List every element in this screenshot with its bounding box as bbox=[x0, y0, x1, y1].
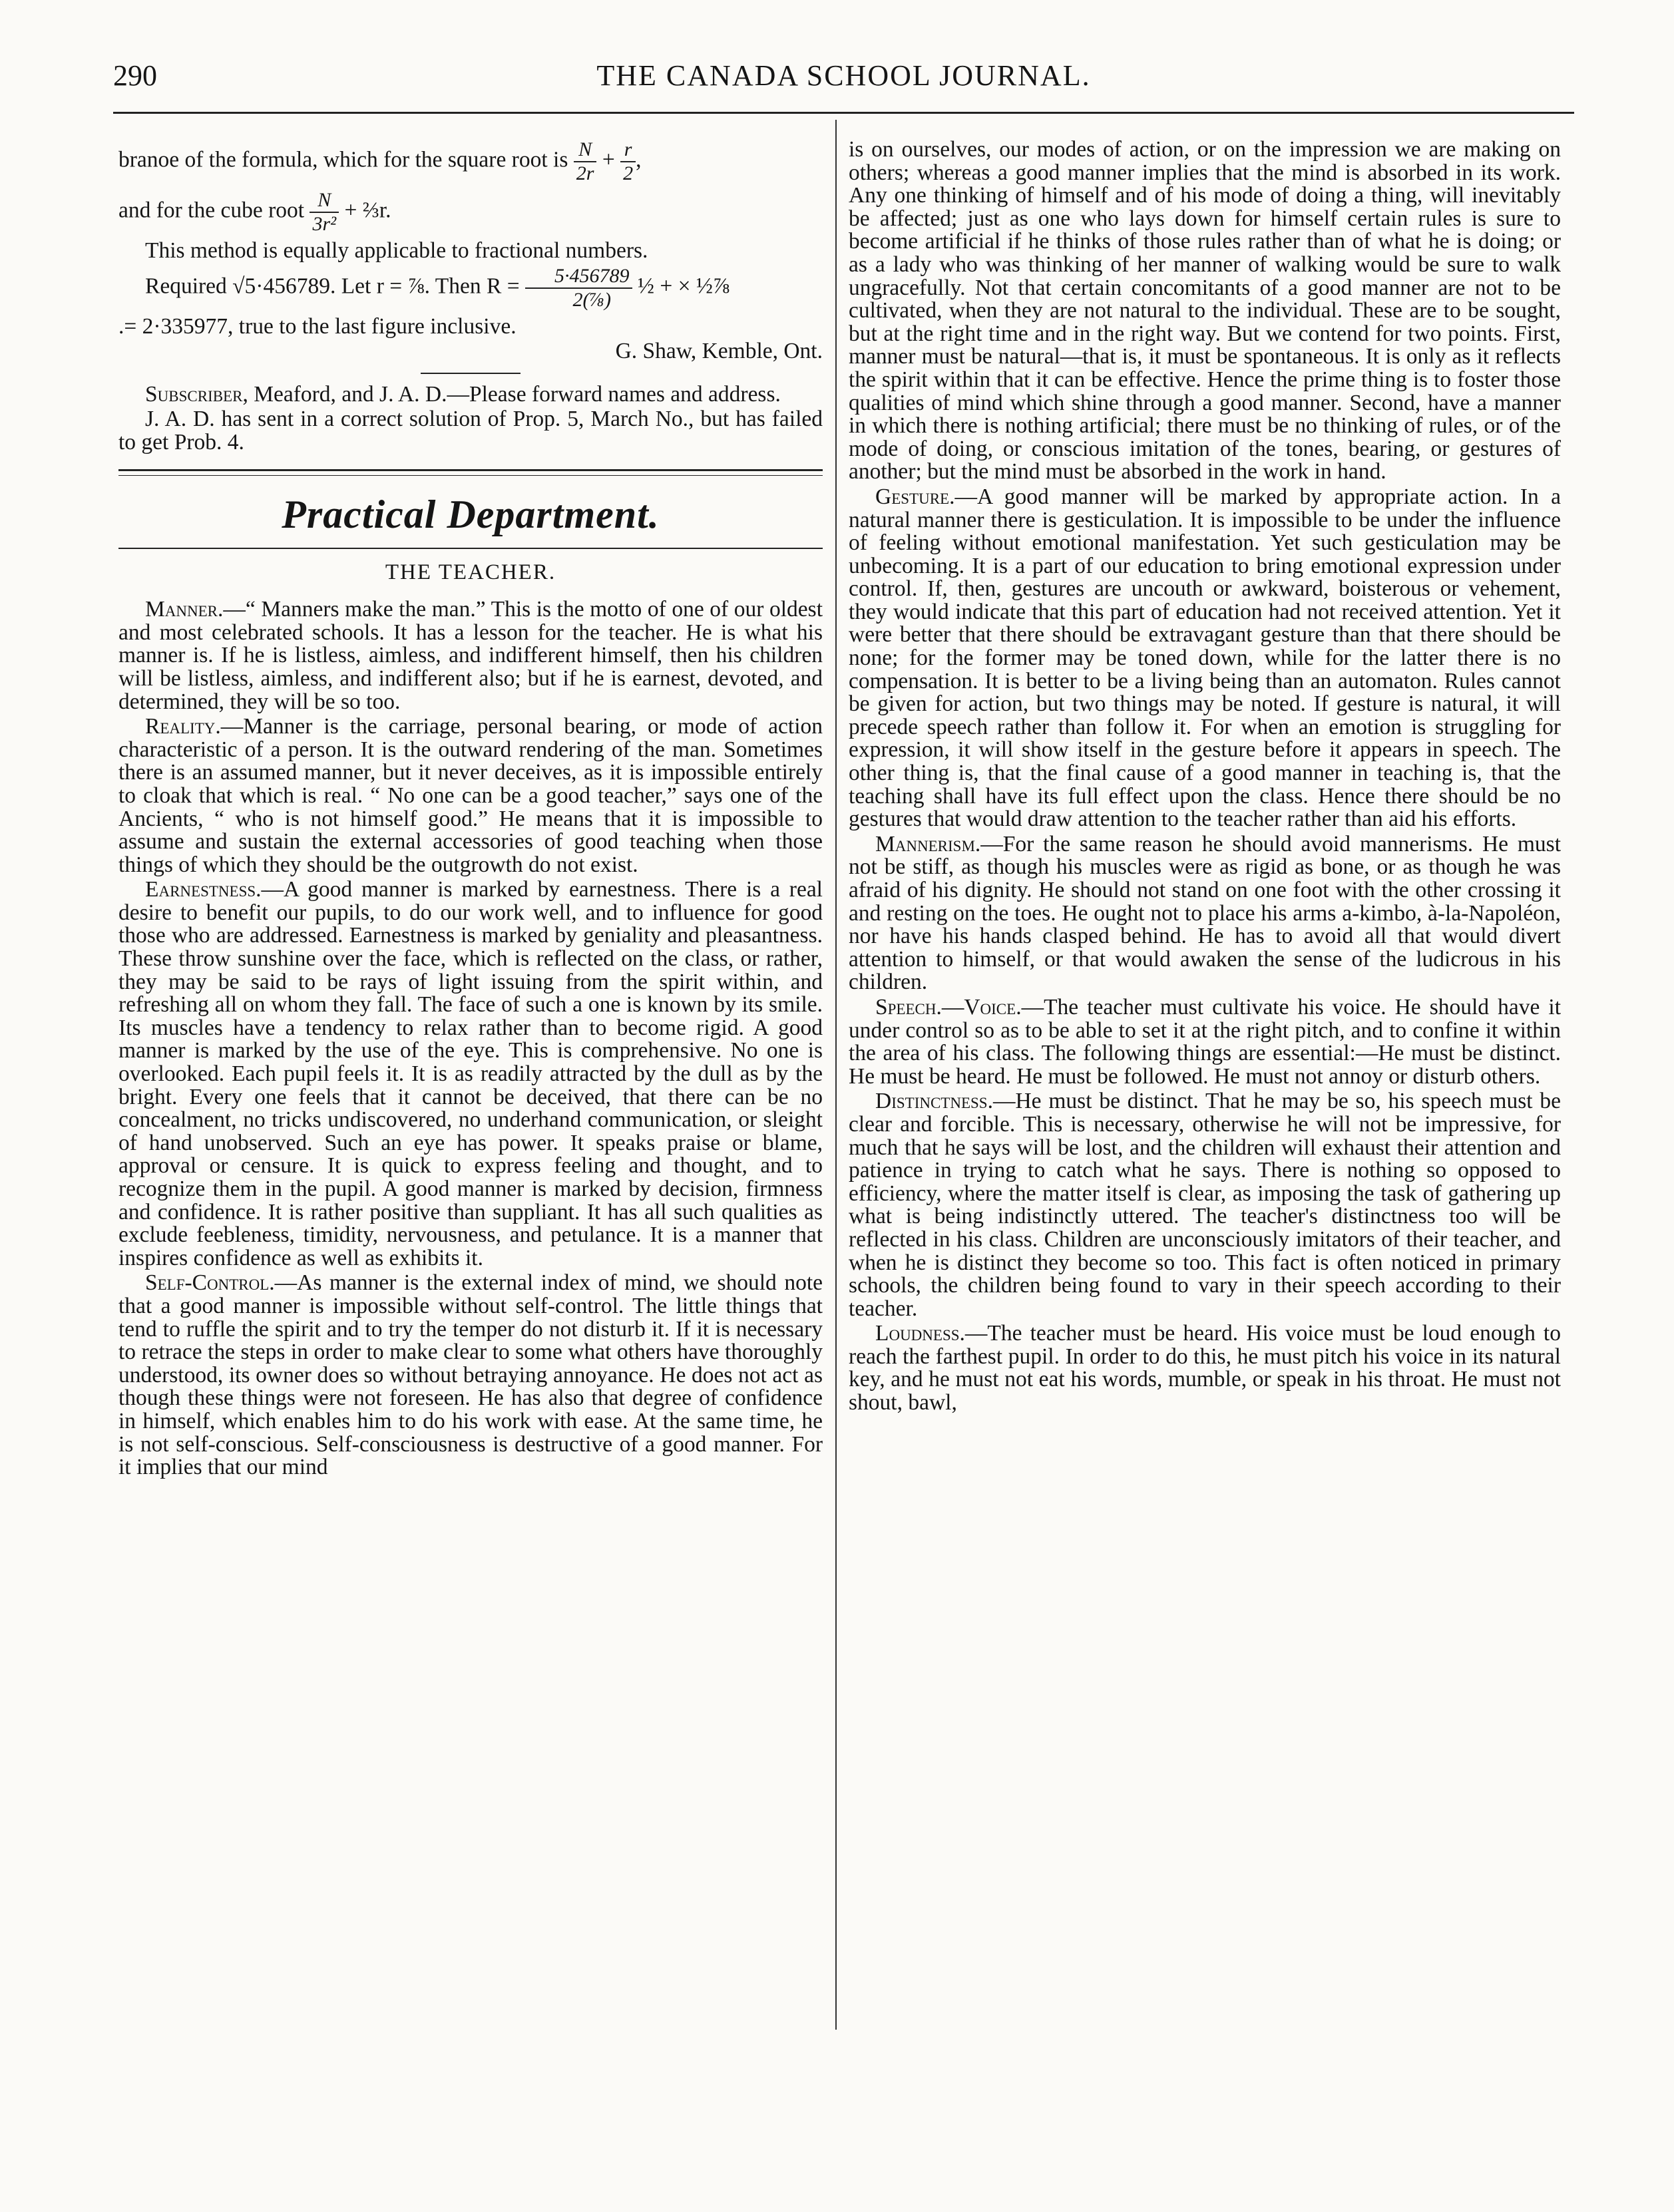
fraction-denominator: 2(⅞) bbox=[572, 288, 611, 311]
page-header bbox=[113, 55, 1574, 94]
formula-line-1 bbox=[118, 138, 823, 185]
formula-text: ½ + × ½⅞ bbox=[637, 274, 730, 299]
paragraph-continued bbox=[849, 138, 1561, 484]
journal-title: THE CANADA SCHOOL JOURNAL. bbox=[596, 59, 1091, 92]
column-divider bbox=[835, 120, 837, 2030]
paragraph-head: Earnestness. bbox=[145, 877, 262, 902]
fraction bbox=[310, 189, 339, 236]
formula-text: and for the cube root bbox=[118, 198, 305, 223]
formula-line-2 bbox=[118, 189, 823, 236]
paragraph-text: —A good manner is marked by earnestness. There is a real desire to benefit our pupils, to do our work well, and to influence for good those who are addressed. Earnestness is marked by geniality and pleasantness. These throw sunshine over the face, which is reflected on the class, or rather, they may be said to be rays of light issuing from the spirit within, and refreshing all on whom they fall. The face of such a one is known by its smile. Its muscles have a tendency to relax rather than to become rigid. A good manner is marked by the use of the eye. This is comprehensive. No one is overlooked. Each pupil feels it. It is as readily attracted by the dull as by the bright. Every one feels that it cannot be deceived, that there can be no concealment, no tricks undiscovered, no underhand communication, or sleight of hand unobserved. Such an eye has power. It speaks praise or blame, approval or censure. It is quick to express feeling and thought, and to recognize them in the pupil. A good manner is marked by decision, firmness and confidence. It is rather positive than suppliant. It has all such qualities as exclude feebleness, timidity, nervousness, and petulance. It is a manner that inspires confidence as well as exhibits it. bbox=[118, 877, 823, 1270]
fraction bbox=[525, 265, 632, 311]
paragraph-earnestness bbox=[118, 878, 823, 1270]
section-title-rule bbox=[118, 548, 823, 549]
paragraph-mannerism bbox=[849, 833, 1561, 994]
formula-line-3 bbox=[118, 265, 823, 311]
plus-sign: + bbox=[602, 147, 615, 172]
formula-text: branoe of the formula, which for the square root is bbox=[118, 147, 568, 172]
paragraph-gesture bbox=[849, 486, 1561, 831]
paragraph-head: Reality. bbox=[145, 714, 221, 739]
paragraph-loudness bbox=[849, 1322, 1561, 1414]
fraction-numerator: r bbox=[620, 138, 636, 162]
paragraph-distinctness bbox=[849, 1090, 1561, 1320]
paragraph-text: —He must be distinct. That he may be so, his speech must be clear and forcible. This is necessary, otherwise he will not be impressive, for much that he says will be lost, and the children will exhaust their attention and patience in trying to catch what he says. There is nothing so opposed to efficiency, where the matter itself is clear, as imposing the task of gathering up what is being indistinctly uttered. The teacher's distinctness too will be reflected in his class. Children are unconsciously imitators of their teacher, and when he is distinct they become so too. This fact is often noticed in primary schools, the children being found to vary in their speech according to their teacher. bbox=[849, 1089, 1561, 1321]
paragraph-text: —For the same reason he should avoid mannerisms. He must not be stiff, as though his muscles were as rigid as bone, or as though he was afraid of his dignity. He should not stand on one foot with the other crossing it and resting on the toes. He ought not to place his arms a-kimbo, à-la-Napoléon, nor have his hands clasped behind. He has to avoid all that would divert attention to himself, or that would awaken the sense of the ludicrous in his children. bbox=[849, 831, 1561, 995]
paragraph-reality bbox=[118, 715, 823, 876]
paragraph: .= 2·335977, true to the last figure inclusive. bbox=[118, 313, 517, 339]
fraction bbox=[574, 138, 597, 185]
paragraph-head: Distinctness. bbox=[875, 1089, 993, 1114]
fraction bbox=[620, 138, 636, 185]
paragraph-text: —The teacher must be heard. His voice must be loud enough to reach the farthest pupil. In order to do this, he must pitch his voice in its natural key, and he must not eat his words, mumble, or speak in his throat. He must not shout, bawl, bbox=[849, 1321, 1561, 1415]
fraction-denominator: 3r² bbox=[312, 213, 337, 235]
left-column bbox=[118, 138, 823, 1481]
paragraph-text: —Manner is the carriage, personal bearing, or mode of action characteristic of a person. It is the outward rendering of the man. Sometimes there is an assumed manner, but it never deceives, as it is impossible entirely to cloak that which is real. “ No one can be a good teacher,” says one of the Ancients, “ who is not himself good.” He means that it is impossible to assume and sustain the external accessories of good teaching when those things of which they should be the outgrowth do not exist. bbox=[118, 714, 823, 877]
formula-text: Required √5·456789. Let r = ⅞. Then R = bbox=[145, 274, 520, 299]
paragraph-text: —“ Manners make the man.” This is the motto of one of our oldest and most celebrated schools. It has a lesson for the teacher. He is what his manner is. If he is listless, aimless, and indifferent himself, then his children will be listless, aimless, and indifferent also; but if he is earnest, devoted, and determined, they will be so too. bbox=[118, 597, 823, 714]
paragraph-text: —A good manner will be marked by appropriate action. In a natural manner there is gesticulation. It is impossible to be under the influence of feeling without emotional manifestation. Yet such gesticulation may be unbecoming. It is a part of our education to bring emotional expression under control. If, then, gestures are uncouth or awkward, boisterous or vehement, they would indicate that this part of education had not received attention. Yet it were better that there should be extravagant gesture than that there should be none; for the former may be toned down, while for the latter there is no compensation. It is better to be a living being than an automaton. Rules cannot be given for action, but two things may be noted. If gesture is natural, it will precede speech rather than follow it. For when an emotion is struggling for expression, it will show itself in the gesture before it appears in speech. The other thing is, that the final cause of a good manner in teaching is, that the teaching shall have its full effect upon the class. Hence there should be no gestures that would draw attention to the teacher rather than aid his efforts. bbox=[849, 484, 1561, 832]
paragraph-head: Speech.—Voice. bbox=[875, 994, 1022, 1019]
paragraph-head: Mannerism. bbox=[875, 831, 981, 856]
paragraph-self-control bbox=[118, 1272, 823, 1479]
paragraph-head: Self-Control. bbox=[145, 1270, 275, 1296]
paragraph-text: is on ourselves, our modes of action, or on the impression we are making on others; whereas a good manner implies that the mind is absorbed in its work. Any one thinking of himself and of his mode of doing a thing, will inevitably be affected; just as one who lays down for himself certain rules is sure to become artificial if he thinks of those rules rather than of what he is doing; or as a lady who was thinking of her manner of walking would be sure to walk ungracefully. Not that certain concomitants of a good manner are not to be cultivated, when they are not natural to the individual. These are to be sought, but at the right time and in the right way. But we contend for two points. First, manner must be natural—that is, it must be spontaneous. It is only as it reflects the spirit within that it can be effective. Hence the prime thing is to foster those qualities of mind which shine through a good manner. Second, have a manner in which there is nothing artificial; there must be no thinking of rules, or of the mode of doing, or conscious imitation of the tones, bearing, or gestures of another; but the mind must be absorbed in the work in hand. bbox=[849, 137, 1561, 484]
paragraph-head: Gesture. bbox=[875, 484, 955, 509]
short-rule bbox=[421, 373, 521, 374]
fraction-numerator: N bbox=[310, 189, 339, 213]
page-number: 290 bbox=[113, 59, 157, 92]
paragraph-head: Loudness. bbox=[875, 1321, 965, 1346]
article-title: THE TEACHER. bbox=[385, 560, 556, 584]
signature: G. Shaw, Kemble, Ont. bbox=[615, 339, 823, 364]
paragraph-text: —The teacher must cultivate his voice. He should have it under control so as to be able to set it at the right pitch, and to confine it within the area of his class. The following things are essential:—He must be distinct. He must be heard. He must be followed. He must not annoy or disturb others. bbox=[849, 994, 1561, 1089]
notice-1 bbox=[118, 383, 823, 407]
notice-text: Meaford, and J. A. D.—Please forward names and address. bbox=[254, 381, 781, 407]
paragraph-text: —As manner is the external index of mind, we should note that a good manner is impossible without self-control. The little things that tend to ruffle the spirit and to try the temper do not disturb it. If it is necessary to retrace the steps in order to make clear to some what others have thoroughly understood, its owner does so without betraying annoyance. He does not act as though these things were not foreseen. He has also that degree of confidence in himself, which enables him to do his work with ease. At the same time, he is not self-conscious. Self-consciousness is destructive of a good manner. For it implies that our mind bbox=[118, 1270, 823, 1480]
fraction-denominator: 2r bbox=[576, 162, 594, 184]
formula-text: + ⅔r. bbox=[344, 198, 391, 223]
notice-2: J. A. D. has sent in a correct solution of Prop. 5, March No., but has failed to get Prob. 4. bbox=[118, 407, 823, 455]
paragraph-speech-voice bbox=[849, 996, 1561, 1088]
fraction-numerator: N bbox=[574, 138, 597, 162]
formula-text: , bbox=[636, 147, 642, 172]
fraction-numerator: 5·456789 bbox=[525, 265, 632, 289]
paragraph-manner bbox=[118, 598, 823, 713]
right-column bbox=[849, 138, 1561, 1417]
paragraph-head: Manner. bbox=[145, 597, 224, 622]
notice-head: Subscriber, bbox=[145, 381, 248, 407]
section-double-rule bbox=[118, 469, 823, 476]
section-title: Practical Department. bbox=[282, 492, 660, 536]
paragraph: This method is equally applicable to fractional numbers. bbox=[145, 238, 648, 263]
header-rule bbox=[113, 112, 1574, 114]
fraction-denominator: 2 bbox=[623, 162, 634, 184]
